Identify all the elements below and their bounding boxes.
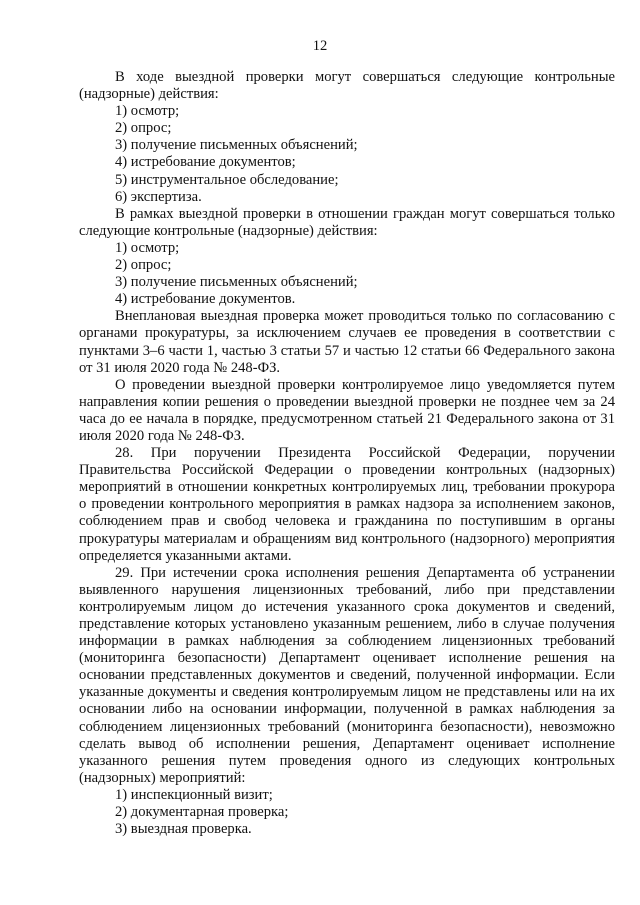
list-item: 3) получение письменных объяснений; — [115, 274, 358, 291]
paragraph-clause-28: 28. При поручении Президента Российской Федерации, поручении Правительства Российской Федерации о проведении контрольных (надзорных) мероприятий в отношении конкретных контролируемых лиц, требовании прокурора о проведении контрольного мероприятия в рамках надзора за исполнением законов, соблюдением прав и свобод человека и гражданина по поступившим в органы прокуратуры материалам и обращениям вид контрольного (надзорного) мероприятия определяется указанными актами. — [79, 445, 615, 564]
paragraph-clause-29: 29. При истечении срока исполнения решения Департамента об устранении выявленного нарушения лицензионных требований, либо при представлении контролируемым лицом до истечения указанного срока документов и сведений, представление которых установлено указанным решением, либо в случае получения информации в рамках наблюдения за соблюдением лицензионных требований (мониторинга безопасности) Департамент оценивает исполнение решения на основании представленных документов и сведений, полученной информации. Если указанные документы и сведения контролируемым лицом не представлены или на их основании либо на основании информации, полученной в рамках наблюдения за соблюдением лицензионных требований (мониторинга безопасности), невозможно сделать вывод об исполнении решения, Департамент оценивает исполнение указанного решения путем проведения одного из следующих контрольных (надзорных) мероприятий: — [79, 564, 615, 786]
paragraph-unscheduled-inspection: Внеплановая выездная проверка может проводиться только по согласованию с органами прокуратуры, за исключением случаев ее проведения в соответствии с пунктами 3–6 части 1, частью 3 статьи 57 и частью 12 статьи 66 Федерального закона от 31 июля 2020 года № 248-ФЗ. — [79, 308, 615, 376]
list-item: 4) истребование документов. — [115, 291, 296, 308]
list-item: 4) истребование документов; — [115, 154, 296, 171]
list-item: 2) документарная проверка; — [115, 804, 289, 821]
list-item: 1) осмотр; — [115, 239, 180, 256]
paragraph-citizens-actions: В рамках выездной проверки в отношении граждан могут совершаться только следующие контрольные (надзорные) действия: — [79, 205, 615, 239]
list-item: 1) осмотр; — [115, 103, 180, 120]
paragraph-intro-actions: В ходе выездной проверки могут совершаться следующие контрольные (надзорные) действия: — [79, 69, 615, 103]
page-number: 12 — [312, 38, 328, 54]
list-item: 5) инструментальное обследование; — [115, 171, 339, 188]
list-item: 2) опрос; — [115, 120, 172, 137]
paragraph-notification: О проведении выездной проверки контролируемое лицо уведомляется путем направления копии решения о проведении выездной проверки не позднее чем за 24 часа до ее начала в порядке, предусмотренном статьей 21 Федерального закона от 31 июля 2020 года № 248-ФЗ. — [79, 376, 615, 444]
list-item: 1) инспекционный визит; — [115, 786, 273, 803]
list-item: 3) получение письменных объяснений; — [115, 137, 358, 154]
list-item: 2) опрос; — [115, 257, 172, 274]
list-item: 6) экспертиза. — [115, 188, 202, 205]
document-body — [79, 69, 615, 838]
list-item: 3) выездная проверка. — [115, 821, 252, 838]
